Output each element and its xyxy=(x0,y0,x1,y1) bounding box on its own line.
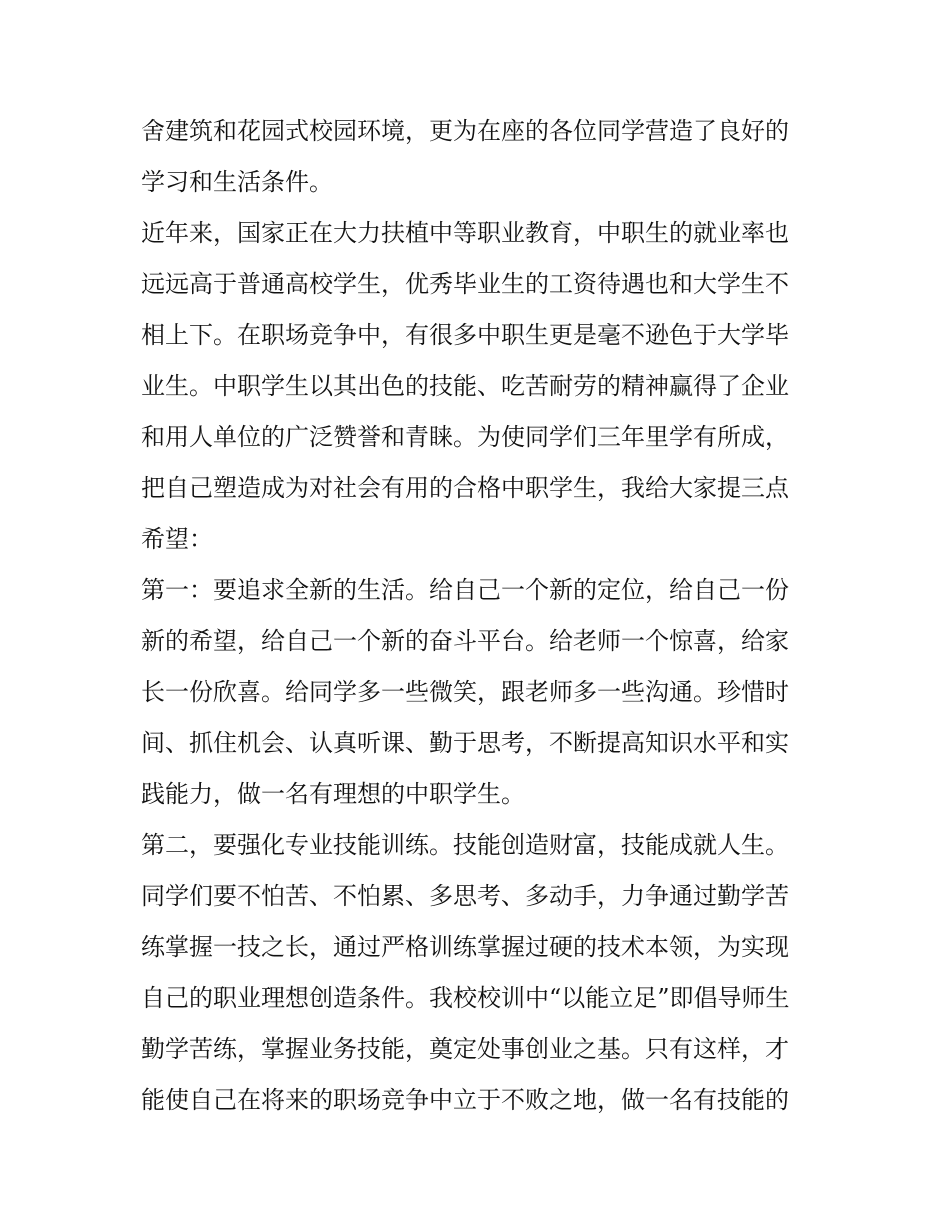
text-line: 同学们要不怕苦、不怕累、多思考、多动手，力争通过勤学苦 xyxy=(141,882,789,910)
text-line: 新的希望，给自己一个新的奋斗平台。给老师一个惊喜，给家 xyxy=(141,627,789,655)
text-line: 勤学苦练，掌握业务技能，奠定处事创业之基。只有这样，才 xyxy=(141,1035,789,1063)
body-text xyxy=(141,106,813,1126)
text-line: 相上下。在职场竞争中，有很多中职生更是毫不逊色于大学毕 xyxy=(141,321,789,349)
text-line: 希望： xyxy=(141,525,213,553)
text-line: 长一份欣喜。给同学多一些微笑，跟老师多一些沟通。珍惜时 xyxy=(141,678,789,706)
text-line: 间、抓住机会、认真听课、勤于思考，不断提高知识水平和实 xyxy=(141,729,789,757)
text-line: 练掌握一技之长，通过严格训练掌握过硬的技术本领，为实现 xyxy=(141,933,789,961)
text-line: 学习和生活条件。 xyxy=(141,168,333,196)
text-line: 业生。中职学生以其出色的技能、吃苦耐劳的精神赢得了企业 xyxy=(141,372,789,400)
text-line: 第二，要强化专业技能训练。技能创造财富，技能成就人生。 xyxy=(141,831,789,859)
text-line: 和用人单位的广泛赞誉和青睐。为使同学们三年里学有所成， xyxy=(141,423,789,451)
text-line: 舍建筑和花园式校园环境，更为在座的各位同学营造了良好的 xyxy=(141,117,789,145)
text-line: 远远高于普通高校学生，优秀毕业生的工资待遇也和大学生不 xyxy=(141,270,789,298)
text-line: 能使自己在将来的职场竞争中立于不败之地，做一名有技能的 xyxy=(141,1086,789,1114)
text-line: 践能力，做一名有理想的中职学生。 xyxy=(141,780,525,808)
text-line: 把自己塑造成为对社会有用的合格中职学生，我给大家提三点 xyxy=(141,474,789,502)
text-line: 第一：要追求全新的生活。给自己一个新的定位，给自己一份 xyxy=(141,576,789,604)
text-line: 自己的职业理想创造条件。我校校训中“以能立足”即倡导师生 xyxy=(141,984,790,1012)
text-line: 近年来，国家正在大力扶植中等职业教育，中职生的就业率也 xyxy=(141,219,789,247)
